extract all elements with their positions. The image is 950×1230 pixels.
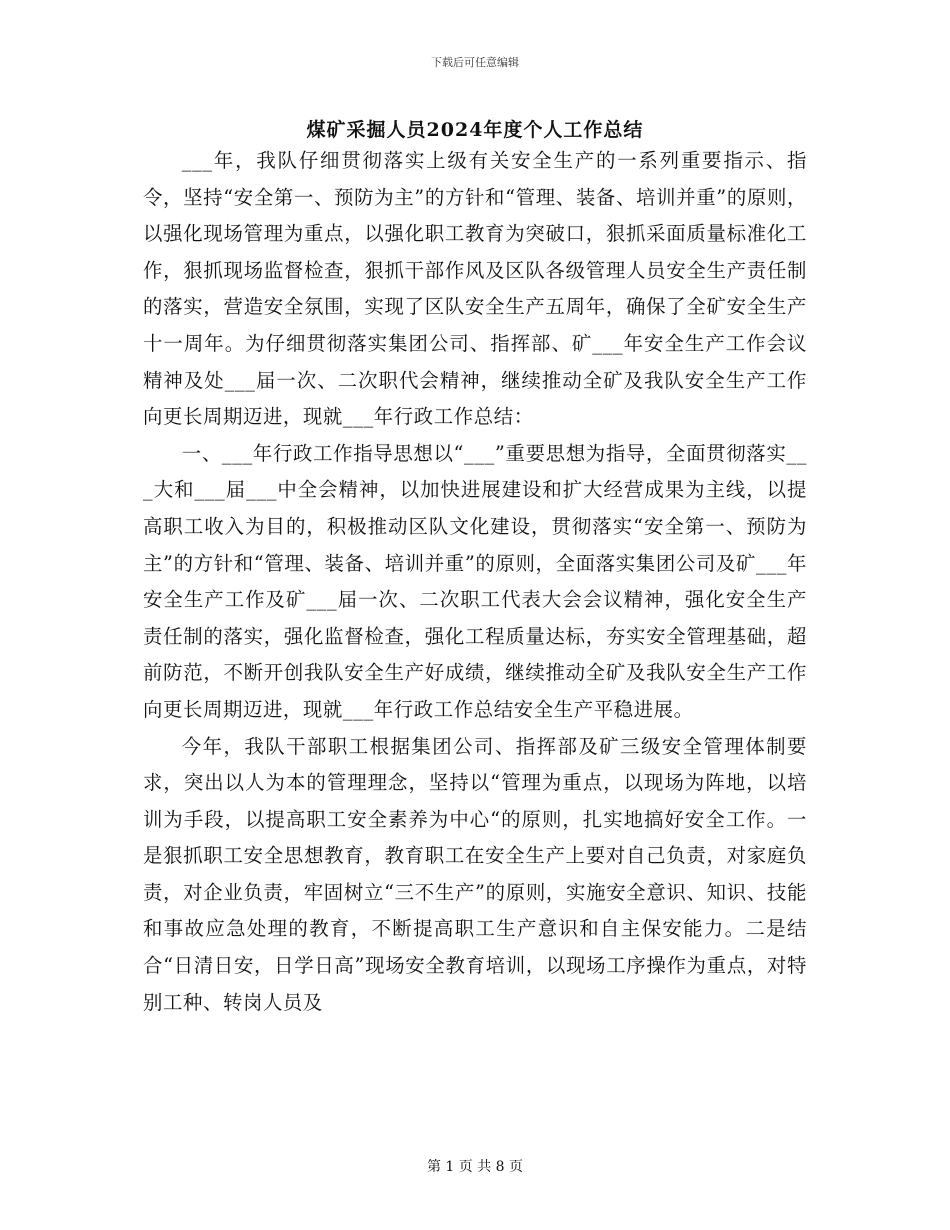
paragraph-guiding-thought: 一、___年行政工作指导思想以“___”重要思想为指导，全面贯彻落实___大和___届___中全会精神，以加快进展建设和扩大经营成果为主线，以提高职工收入为目的，积极推动区队文化建设，贯彻落实“安全第一、预防为主”的方针和“管理、装备、培训并重”的原则，全面落实集团公司及矿___年安全生产工作及矿___届一次、二次职工代表大会会议精神，强化安全生产责任制的落实，强化监督检查，强化工程质量达标，夯实安全管理基础，超前防范，不断开创我队安全生产好成绩，继续推动全矿及我队安全生产工作向更长周期迈进，现就___年行政工作总结安全生产平稳进展。 <box>143 441 807 721</box>
document-title: 煤矿采掘人员2024年度个人工作总结 <box>306 119 644 141</box>
paragraph-intro: ___年，我队仔细贯彻落实上级有关安全生产的一系列重要指示、指令，坚持“安全第一、预防为主”的方针和“管理、装备、培训并重”的原则，以强化现场管理为重点，以强化职工教育为突破口，狠抓采面质量标准化工作，狠抓现场监督检查，狠抓干部作风及区队各级管理人员安全生产责任制的落实，营造安全氛围，实现了区队安全生产五周年，确保了全矿安全生产十一周年。为仔细贯彻落实集团公司、指挥部、矿___年安全生产工作会议精神及处___届一次、二次职代会精神，继续推动全矿及我队安全生产工作向更长周期迈进，现就___年行政工作总结： <box>143 149 807 429</box>
page-number-footer: 第 1 页 共 8 页 <box>426 1159 524 1175</box>
header-note: 下载后可任意编辑 <box>431 56 519 69</box>
document-body <box>143 143 807 1021</box>
paragraph-this-year: 今年，我队干部职工根据集团公司、指挥部及矿三级安全管理体制要求，突出以人为本的管理理念，坚持以“管理为重点，以现场为阵地，以培训为手段，以提高职工安全素养为中心“的原则，扎实地搞好安全工作。一是狠抓职工安全思想教育，教育职工在安全生产上要对自己负责，对家庭负责，对企业负责，牢固树立“三不生产”的原则，实施安全意识、知识、技能和事故应急处理的教育，不断提高职工生产意识和自主保安能力。二是结合“日清日安，日学日高”现场安全教育培训，以现场工序操作为重点，对特别工种、转岗人员及 <box>143 734 807 1014</box>
